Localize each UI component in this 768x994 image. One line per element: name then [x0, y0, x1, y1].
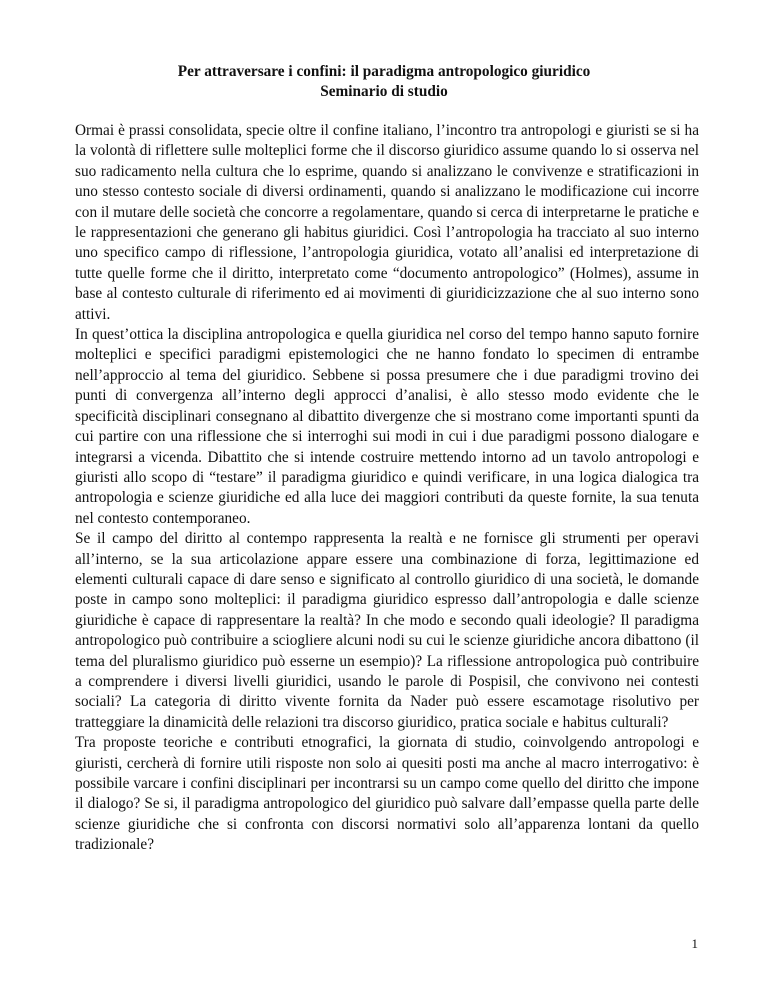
paragraph-2: In quest’ottica la disciplina antropologica e quella giuridica nel corso del tempo hanno saputo fornire molteplici e specifici paradigmi epistemologici che ne hanno fondato lo specimen di entrambe nell’approccio al tema del giuridico. Sebbene si possa presumere che i due paradigmi trovino dei punti di convergenza all’interno degli approcci d’analisi, è allo stesso modo evidente che le specificità disciplinari consegnano al dibattito divergenze che si mostrano come importanti spunti da cui partire con una riflessione che si interroghi sui modi in cui i due paradigmi possono dialogare e integrarsi a vicenda. Dibattito che si intende costruire mettendo intorno ad un tavolo antropologi e giuristi allo scopo di “testare” il paradigma giuridico e quindi verificare, in una logica dialogica tra antropologia e scienze giuridiche ed alla luce dei maggiori contributi da queste fornite, la sua tenuta nel contesto contemporaneo.	[75, 326, 699, 527]
document-subtitle: Seminario di studio	[320, 83, 448, 100]
document-body	[75, 121, 699, 856]
paragraph-3: Se il campo del diritto al contempo rappresenta la realtà e ne fornisce gli strumenti per operavi all’interno, se la sua articolazione appare essere una combinazione di forza, legittimazione ed elementi culturali capace di dare senso e significato al controllo giuridico di una società, le domande poste in campo sono molteplici: il paradigma giuridico espresso dall’antropologia e dalle scienze giuridiche è capace di rappresentare la realtà? In che modo e secondo quali ideologie? Il paradigma antropologico può contribuire a sciogliere alcuni nodi su cui le scienze giuridiche ancora dibattono (il tema del pluralismo giuridico può esserne un esempio)? La riflessione antropologica può contribuire a comprendere i diversi livelli giuridici, usando le parole di Pospisil, che convivono nei contesti sociali? La categoria di diritto vivente fornita da Nader può essere escamotage risolutivo per tratteggiare la dinamicità delle relazioni tra discorso giuridico, pratica sociale e habitus culturali?	[75, 530, 699, 731]
paragraph-4: Tra proposte teoriche e contributi etnografici, la giornata di studio, coinvolgendo antropologi e giuristi, cercherà di fornire utili risposte non solo ai quesiti posti ma anche al macro interrogativo: è possibile varcare i confini disciplinari per incontrarsi su un campo come quello del diritto che impone il dialogo? Se si, il paradigma antropologico del giuridico può salvare dall’empasse quella parte delle scienze giuridiche che si confronta con discorsi normativi solo all’apparenza lontani da quello tradizionale?	[75, 734, 699, 854]
page-number: 1	[691, 936, 698, 951]
document-title: Per attraversare i confini: il paradigma antropologico giuridico	[177, 63, 591, 80]
paragraph-1: Ormai è prassi consolidata, specie oltre il confine italiano, l’incontro tra antropologi e giuristi se si ha la volontà di riflettere sulle molteplici forme che il discorso giuridico assume quando lo si osserva nel suo radicamento nella cultura che lo esprime, quando si analizzano le convivenze e stratificazioni in uno stesso contesto sociale di diversi ordinamenti, quando si analizzano le modificazione cui incorre con il mutare delle società che concorre a regolamentare, quando si cerca di interpretarne le pratiche e le rappresentazioni che generano gli habitus giuridici. Così l’antropologia ha tracciato al suo interno uno specifico campo di riflessione, l’antropologia giuridica, votato all’analisi ed interpretazione di tutte quelle forme che il diritto, interpretato come “documento antropologico” (Holmes), assume in base al contesto culturale di riferimento ed ai movimenti di giuridicizzazione che al suo interno sono attivi.	[75, 122, 699, 323]
